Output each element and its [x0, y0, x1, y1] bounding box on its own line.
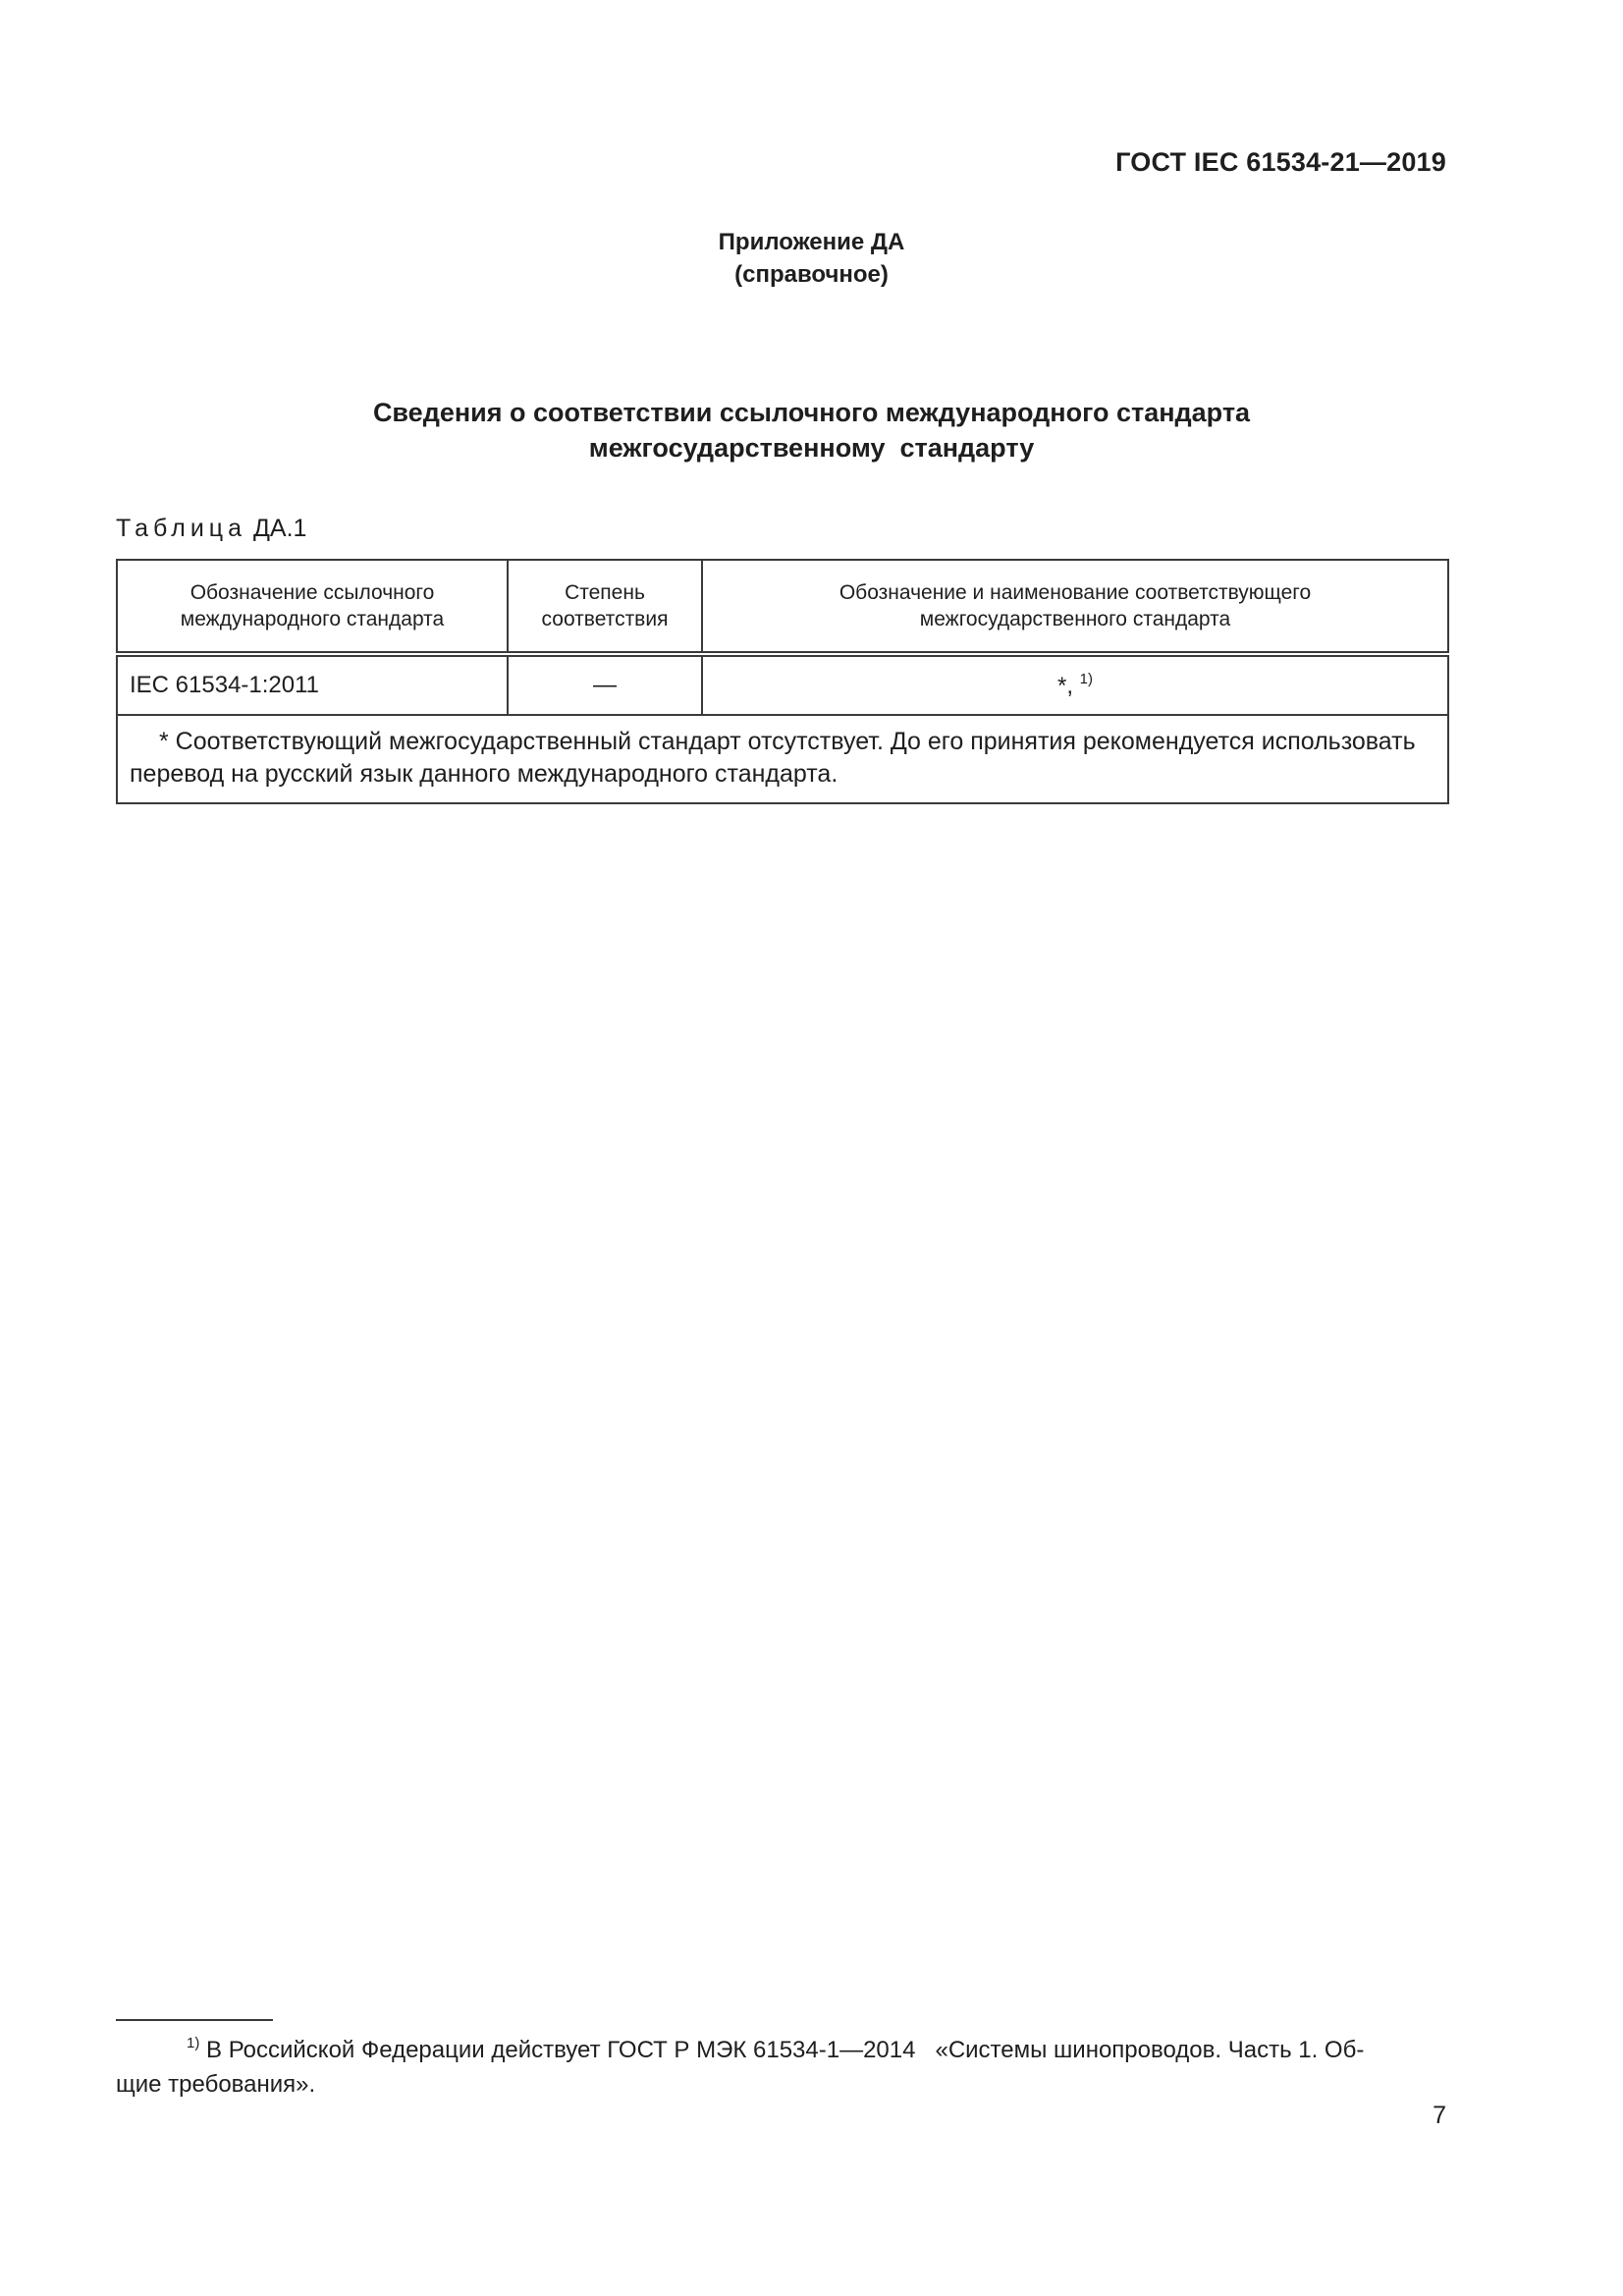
- cell-gost: [702, 654, 1448, 715]
- footnote: [116, 2026, 1447, 2102]
- table-row: [117, 654, 1448, 715]
- table-note-row: [117, 715, 1448, 803]
- cell-designation: IEC 61534-1:2011: [117, 654, 508, 715]
- table-label-word: Таблица: [116, 515, 247, 542]
- header-degree: Степень соответствия: [508, 560, 702, 654]
- footnote-text-line2: щие требования».: [116, 2071, 316, 2098]
- page-number: 7: [1433, 2102, 1446, 2129]
- table-label: [116, 515, 306, 543]
- table-label-number: ДА.1: [252, 515, 307, 542]
- section-title-line1: Сведения о соответствии ссылочного международного стандарта: [372, 398, 1251, 427]
- table-header-row: [117, 560, 1448, 654]
- header-gost: Обозначение и наименование соответствующего межгосударственного стандарта: [702, 560, 1448, 654]
- section-title: [0, 395, 1623, 465]
- cell-gost-value: *,: [1056, 673, 1073, 699]
- cell-degree: —: [508, 654, 702, 715]
- footnote-text-line1: В Российской Федерации действует ГОСТ Р МЭК 61534-1—2014 «Системы шинопроводов. Часть 1. Об-: [206, 2037, 1365, 2063]
- table-note-line2: перевод на русский язык данного международного стандарта.: [130, 760, 839, 788]
- document-code: ГОСТ IEC 61534-21—2019: [1115, 147, 1446, 177]
- table-note: [117, 715, 1448, 803]
- footnote-ref: 1): [1079, 671, 1094, 687]
- annex-heading: [0, 226, 1623, 291]
- footnote-separator: [116, 2019, 273, 2021]
- correspondence-table: [116, 559, 1449, 804]
- footnote-mark: 1): [187, 2035, 200, 2051]
- table-note-line1: * Соответствующий межгосударственный стандарт отсутствует. До его принятия рекомендуется использовать: [159, 728, 1416, 755]
- annex-title: Приложение ДА: [718, 229, 905, 255]
- section-title-line2: межгосударственному стандарту: [588, 433, 1035, 463]
- annex-kind: (справочное): [734, 261, 889, 288]
- header-designation: Обозначение ссылочного международного стандарта: [117, 560, 508, 654]
- footnote-line1: [116, 2026, 1447, 2067]
